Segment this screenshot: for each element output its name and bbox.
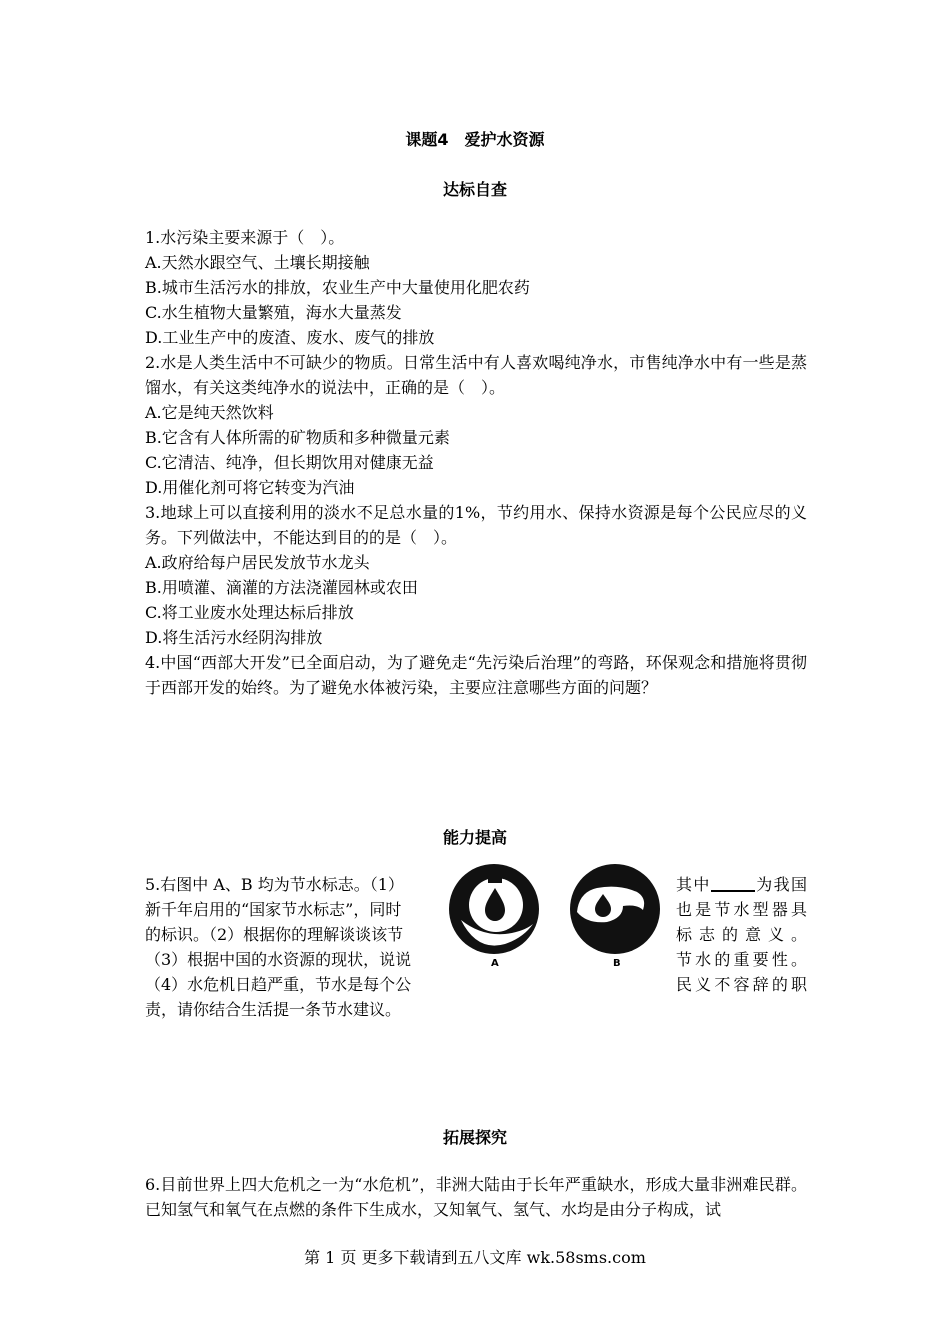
page-title: 课题4 爱护水资源	[405, 130, 545, 149]
water-saving-logo-figure	[447, 862, 672, 992]
question-5-left-column	[145, 872, 433, 1022]
question-5-line-6: 责，请你结合生活提一条节水建议。	[145, 1000, 402, 1019]
question-5-right-column	[676, 872, 807, 997]
question-5-right-text-after: 为我国	[754, 875, 807, 894]
question-5-right-line-2: 也是节水型器具	[676, 900, 807, 919]
question-3-option-a: A.政府给每户居民发放节水龙头	[145, 553, 370, 572]
question-5-right-line-4: 节水的重要性。	[676, 950, 807, 969]
question-3-option-d: D.将生活污水经阴沟排放	[145, 628, 323, 647]
question-3-stem: 3.地球上可以直接利用的淡水不足总水量的1%，节约用水、保持水资源是每个公民应尽的义务。下列做法中，不能达到目的的是（ ）。	[145, 503, 807, 547]
water-saving-logo-a	[449, 864, 539, 954]
question-1-option-d: D.工业生产中的废渣、废水、废气的排放	[145, 328, 435, 347]
question-5-right-line-1	[676, 872, 807, 897]
logo-a-label: A	[491, 958, 499, 969]
question-4-stem: 4.中国“西部大开发”已全面启动，为了避免走“先污染后治理”的弯路，环保观念和措施将贯彻于西部开发的始终。为了避免水体被污染，主要应注意哪些方面的问题？	[145, 653, 807, 697]
section-heading-extension: 拓展探究	[442, 1128, 507, 1147]
question-2-option-a: A.它是纯天然饮料	[145, 403, 274, 422]
water-saving-logos	[447, 862, 672, 992]
page-footer: 第 1 页 更多下载请到五八文库 wk.58sms.com	[304, 1248, 646, 1267]
question-1-stem: 1.水污染主要来源于（ ）。	[145, 228, 345, 247]
question-5-line-4: （3）根据中国的水资源的现状，说说	[145, 950, 412, 969]
question-block-1-4	[145, 225, 807, 700]
question-2-option-c: C.它清洁、纯净，但长期饮用对健康无益	[145, 453, 434, 472]
question-2-option-d: D.用催化剂可将它转变为汽油	[145, 478, 355, 497]
question-2-option-b: B.它含有人体所需的矿物质和多种微量元素	[145, 428, 450, 447]
question-6-stem: 6.目前世界上四大危机之一为“水危机”，非洲大陆由于长年严重缺水，形成大量非洲难民群。已知氢气和氧气在点燃的条件下生成水，又知氧气、氢气、水均是由分子构成，试	[145, 1175, 807, 1219]
question-block-6	[145, 1172, 807, 1222]
question-3-option-b: B.用喷灌、滴灌的方法浇灌园林或农田	[145, 578, 418, 597]
question-5-line-3: 的标识。（2）根据你的理解谈谈该节	[145, 925, 404, 944]
section-heading-self-check: 达标自查	[442, 180, 507, 199]
question-1-option-a: A.天然水跟空气、土壤长期接触	[145, 253, 370, 272]
question-5-line-5: （4）水危机日趋严重，节水是每个公	[145, 975, 412, 994]
question-5-right-line-3: 标志的意义。	[676, 925, 807, 944]
answer-blank[interactable]	[711, 874, 755, 892]
water-saving-logo-b	[570, 864, 660, 954]
question-2-stem: 2.水是人类生活中不可缺少的物质。日常生活中有人喜欢喝纯净水，市售纯净水中有一些是蒸馏水，有关这类纯净水的说法中，正确的是（ ）。	[145, 353, 807, 397]
question-5-right-line-5: 民义不容辞的职	[676, 975, 807, 994]
question-1-option-c: C.水生植物大量繁殖，海水大量蒸发	[145, 303, 402, 322]
question-5-right-text-before: 其中	[676, 875, 711, 894]
question-3-option-c: C.将工业废水处理达标后排放	[145, 603, 354, 622]
question-5-line-2: 新千年启用的“国家节水标志”，同时	[145, 900, 402, 919]
question-5-line-1: 5.右图中 A、B 均为节水标志。（1）	[145, 875, 404, 894]
section-heading-ability: 能力提高	[442, 828, 507, 847]
question-1-option-b: B.城市生活污水的排放，农业生产中大量使用化肥农药	[145, 278, 530, 297]
logo-b-label: B	[613, 958, 621, 969]
